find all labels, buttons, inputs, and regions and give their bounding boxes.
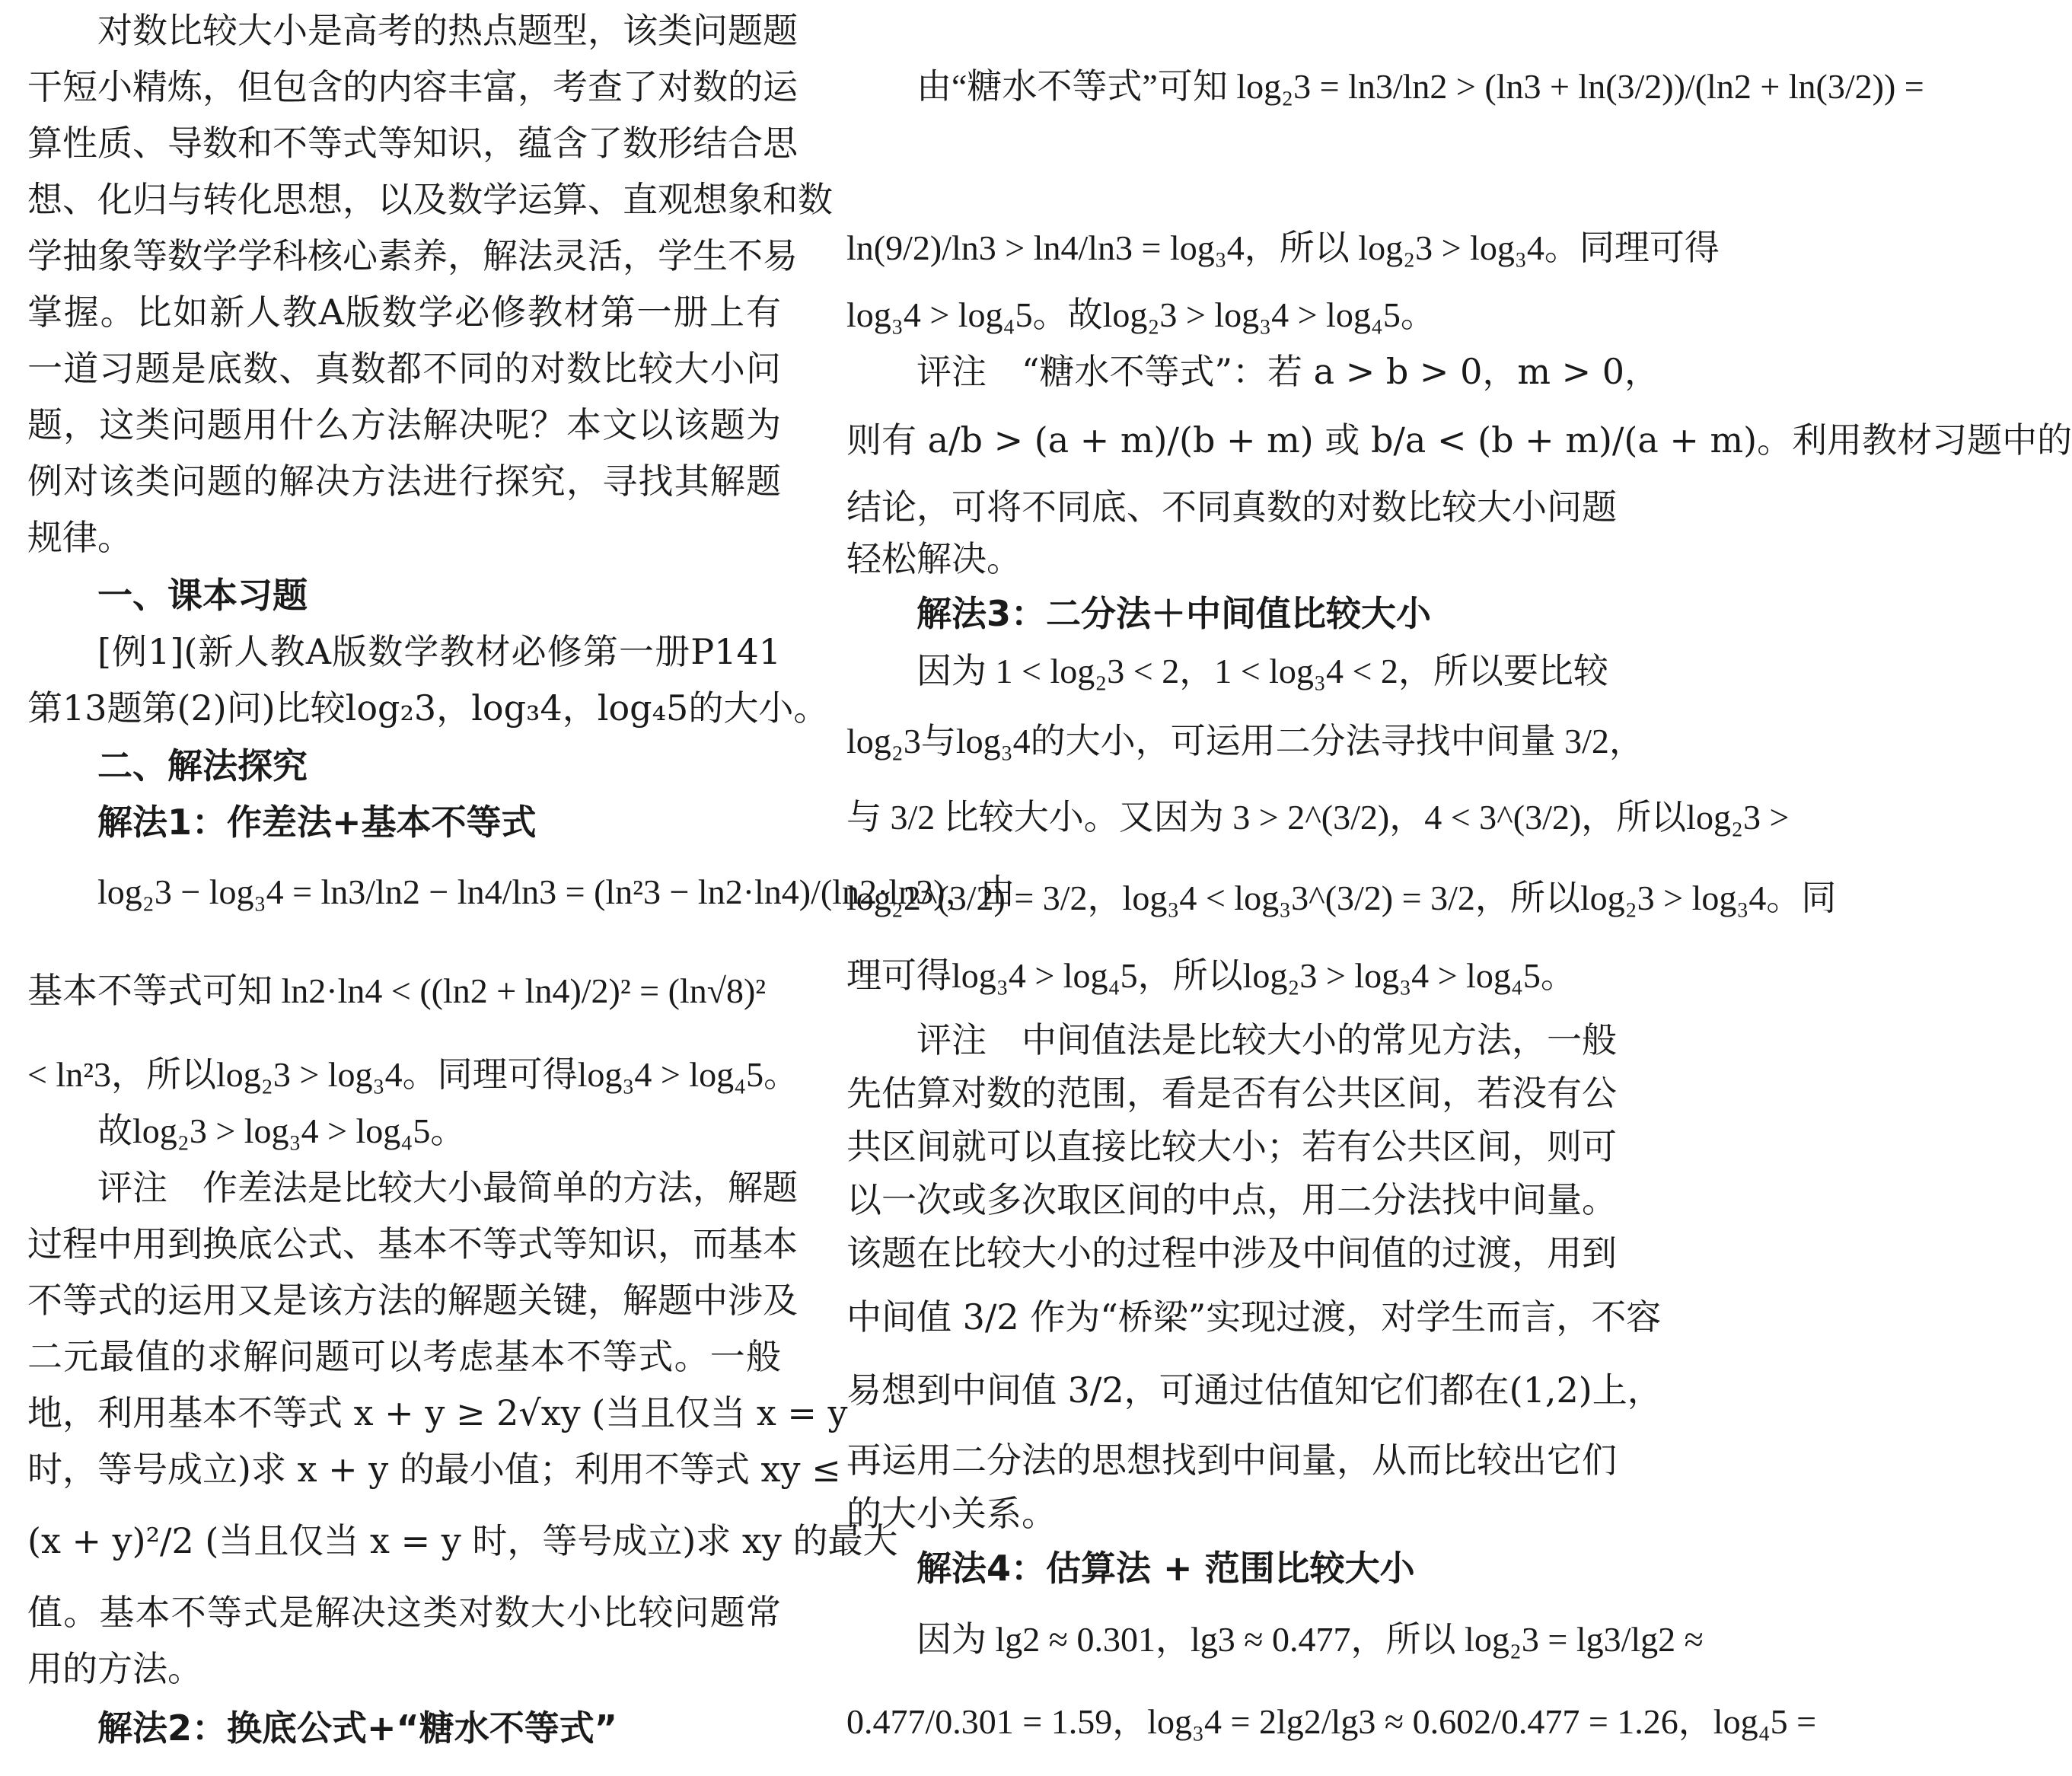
remark-line: 评注 作差法是比较大小最简单的方法，解题 [97, 1167, 798, 1208]
method3-line: log₂3与log₃4的大小，可运用二分法寻找中间量 3/2， [846, 722, 1644, 760]
intro-line: 学抽象等数学学科核心素养，解法灵活，学生不易 [27, 235, 798, 276]
method-title: 解法4：估算法 + 范围比较大小 [916, 1548, 1415, 1589]
remark-line: 不等式的运用又是该方法的解题关键，解题中涉及 [27, 1280, 798, 1321]
method3-line: 因为 1 < log₂3 < 2，1 < log₃4 < 2，所以要比较 [916, 652, 1608, 690]
remark-line: 易想到中间值 3/2，可通过估值知它们都在(1,2)上， [846, 1369, 1662, 1411]
example-line: [例1](新人教A版数学教材必修第一册P141 [97, 631, 781, 672]
intro-line: 想、化归与转化思想，以及数学运算、直观想象和数 [27, 179, 833, 220]
method-title: 解法3：二分法＋中间值比较大小 [916, 593, 1432, 634]
remark-line: 评注 “糖水不等式”：若 a > b > 0，m > 0， [916, 351, 1660, 392]
equation-line: 基本不等式可知 ln2·ln4 < ((ln2 + ln4)/2)² = (ln√8)² [27, 971, 767, 1010]
intro-line: 例对该类问题的解决方法进行探究，寻找其解题 [27, 461, 781, 502]
equation-line: < ln²3，所以log₂3 > log₃4。同理可得log₃4 > log₄5。 [27, 1055, 799, 1094]
example-line: 第13题第(2)问)比较log₂3，log₃4，log₄5的大小。 [27, 687, 829, 729]
remark-line: 二元最值的求解问题可以考虑基本不等式。一般 [27, 1336, 781, 1377]
intro-line: 干短小精炼，但包含的内容丰富，考查了对数的运 [27, 66, 798, 107]
section-heading: 一、课本习题 [97, 575, 308, 616]
method-title: 解法1：作差法+基本不等式 [97, 802, 537, 843]
remark-line: 再运用二分法的思想找到中间量，从而比较出它们 [846, 1440, 1617, 1481]
remark-line: 的大小关系。 [846, 1493, 1057, 1534]
remark-line: 该题在比较大小的过程中涉及中间值的过渡，用到 [846, 1232, 1617, 1274]
method3-line: 理可得log₃4 > log₄5，所以log₂3 > log₃4 > log₄5。 [846, 956, 1576, 995]
equation-line: 由“糖水不等式”可知 log₂3 = ln3/ln2 > (ln3 + ln(3/2))/(ln2 + ln(3/2)) = [916, 67, 1924, 106]
remark-line: 结论，可将不同底、不同真数的对数比较大小问题 [846, 486, 1617, 528]
method-title: 解法2：换底公式+“糖水不等式” [97, 1707, 618, 1749]
intro-line: 对数比较大小是高考的热点题型，该类问题题 [97, 10, 798, 51]
remark-line: 用的方法。 [27, 1648, 202, 1689]
intro-line: 规律。 [27, 517, 132, 558]
equation-line: ln(9/2)/ln3 > ln4/ln3 = log₃4，所以 log₂3 > log₃4。同理可得 [846, 228, 1720, 267]
equation-line: log₂3 − log₃4 = ln3/ln2 − ln4/ln3 = (ln²3 − ln2·ln4)/(ln2·ln3)，由 [97, 872, 1015, 911]
equation-line: 故log₂3 > log₃4 > log₄5。 [97, 1111, 466, 1150]
remark-line: 共区间就可以直接比较大小；若有公共区间，则可 [846, 1126, 1617, 1167]
remark-line: (x + y)²/2 (当且仅当 x = y 时，等号成立)求 xy 的最大 [27, 1520, 898, 1561]
intro-line: 一道习题是底数、真数都不同的对数比较大小问 [27, 348, 781, 389]
remark-line: 以一次或多次取区间的中点，用二分法找中间量。 [846, 1179, 1617, 1220]
remark-line: 过程中用到换底公式、基本不等式等知识，而基本 [27, 1223, 798, 1264]
method4-line: 0.477/0.301 = 1.59，log₃4 = 2lg2/lg3 ≈ 0.602/0.477 = 1.26，log₄5 = [846, 1702, 1817, 1741]
intro-line: 题，这类问题用什么方法解决呢？本文以该题为 [27, 404, 781, 445]
method3-line: 与 3/2 比较大小。又因为 3 > 2^(3/2)，4 < 3^(3/2)，所以log₂3 > [846, 798, 1790, 837]
remark-line: 值。基本不等式是解决这类对数大小比较问题常 [27, 1592, 781, 1633]
remark-line: 地，利用基本不等式 x + y ≥ 2√xy (当且仅当 x = y [27, 1392, 848, 1433]
method3-line: log₂2^(3/2) = 3/2，log₃4 < log₃3^(3/2) = 3/2，所以log₂3 > log₃4。同 [846, 878, 1837, 917]
method4-line: 因为 lg2 ≈ 0.301，lg3 ≈ 0.477，所以 log₂3 = lg3/lg2 ≈ [916, 1620, 1704, 1659]
remark-line: 中间值 3/2 作为“桥梁”实现过渡，对学生而言，不容 [846, 1296, 1662, 1338]
equation-line: log₃4 > log₄5。故log₂3 > log₃4 > log₄5。 [846, 295, 1436, 334]
remark-line: 时，等号成立)求 x + y 的最小值；利用不等式 xy ≤ [27, 1449, 841, 1490]
remark-line: 先估算对数的范围，看是否有公共区间，若没有公 [846, 1073, 1617, 1114]
remark-line: 评注 中间值法是比较大小的常见方法，一般 [916, 1019, 1617, 1060]
intro-line: 算性质、导数和不等式等知识，蕴含了数形结合思 [27, 123, 798, 164]
remark-line: 轻松解决。 [846, 538, 1022, 579]
remark-line: 则有 a/b > (a + m)/(b + m) 或 b/a < (b + m)/(a + m)。利用教材习题中的 [846, 419, 2072, 461]
intro-line: 掌握。比如新人教A版数学必修教材第一册上有 [27, 292, 781, 333]
section-heading: 二、解法探究 [97, 745, 308, 786]
